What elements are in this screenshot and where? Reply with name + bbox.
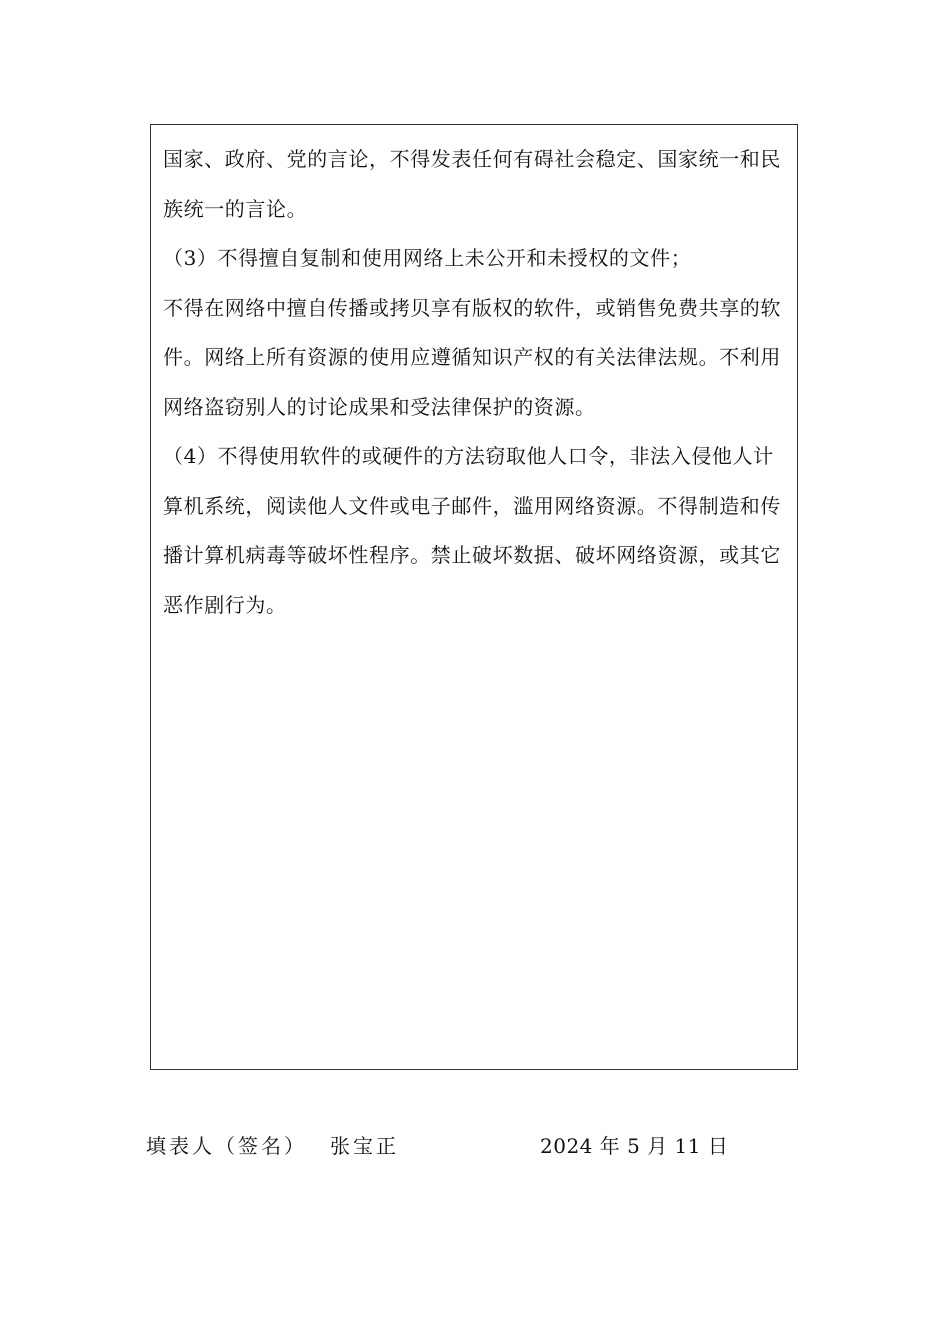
- content-text: [163, 135, 787, 630]
- paragraph-2: （3）不得擅自复制和使用网络上未公开和未授权的文件；: [163, 246, 692, 270]
- fill-date: 2024 年 5 月 11 日: [540, 1134, 729, 1158]
- content-table-cell: [150, 124, 798, 1070]
- signature-footer: [146, 1130, 846, 1162]
- filler-label: 填表人（签名）: [146, 1134, 307, 1158]
- paragraph-4: （4）不得使用软件的或硬件的方法窃取他人口令，非法入侵他人计算机系统，阅读他人文件或电子邮件，滥用网络资源。不得制造和传播计算机病毒等破坏性程序。禁止破坏数据、破坏网络资源，或其它恶作剧行为。: [163, 444, 781, 617]
- paragraph-1: 国家、政府、党的言论，不得发表任何有碍社会稳定、国家统一和民族统一的言论。: [163, 147, 781, 221]
- filler-name: 张宝正: [330, 1134, 399, 1158]
- paragraph-3: 不得在网络中擅自传播或拷贝享有版权的软件，或销售免费共享的软件。网络上所有资源的使用应遵循知识产权的有关法律法规。不利用网络盗窃别人的讨论成果和受法律保护的资源。: [163, 295, 781, 419]
